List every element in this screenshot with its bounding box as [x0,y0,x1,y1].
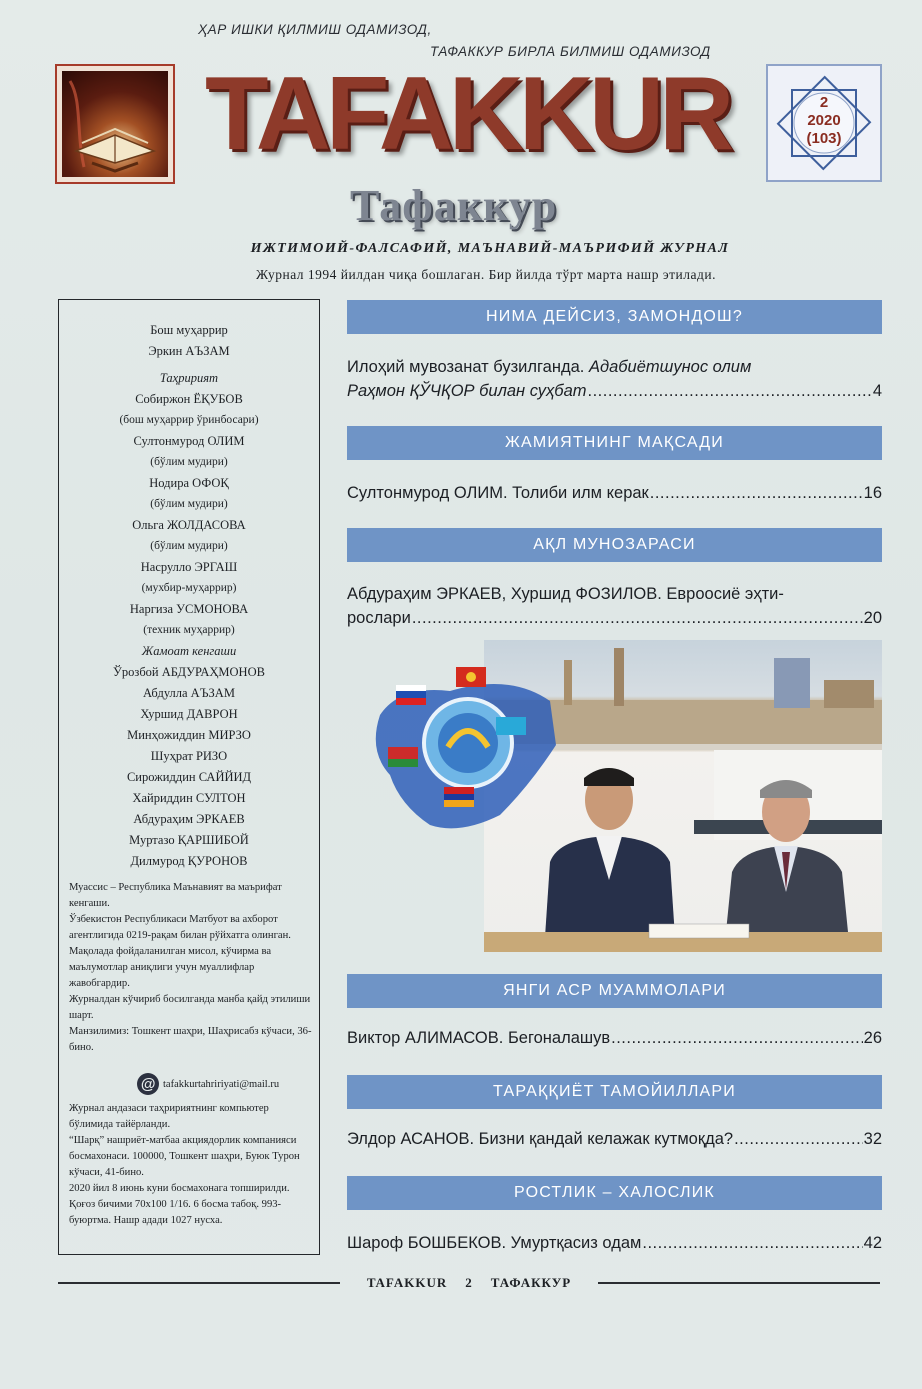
issue-badge [766,64,882,182]
imprint-note: Журналдан кўчириб босилганда манба қайд этилиши шарт. [69,994,311,1021]
epigraph-line-2: ТАФАККУР БИРЛА БИЛМИШ ОДАМИЗОД [430,44,711,59]
print-notes [69,1101,313,1229]
council-member: Муртазо ҚАРШИБОЙ [129,833,249,847]
toc-entry [347,1127,882,1151]
council-member: Хайриддин СУЛТОН [132,791,246,805]
toc-entry-text: Шароф БОШБЕКОВ. Умуртқасиз одам [347,1234,642,1252]
issue-year: 2020 [807,112,841,129]
masthead-cyrillic: Тафаккур [350,181,558,230]
toc-entry [347,355,882,403]
footer-rule-right [598,1282,880,1284]
editorial-role: (бўлим мудири) [150,498,228,510]
eurasia-map-graphic [360,655,560,845]
toc-entry-text: Султонмурод ОЛИМ. Толиби илм керак [347,484,649,502]
editorial-name: Собиржон ЁҚУБОВ [135,392,243,406]
footer-title-latin: TAFAKKUR [366,1275,448,1290]
editorial-name: Нодира ОФОҚ [149,476,229,490]
chief-editor-label: Бош муҳаррир [150,323,228,337]
footer-page-number: 2 [465,1275,473,1290]
cover-emblem-image [55,64,175,184]
imprint-note: Манзилимиз: Тошкент шаҳри, Шаҳрисабз кўчаси, 36-бино. [69,1026,312,1053]
section-bar: РОСТЛИК – ХАЛОСЛИК [347,1176,882,1210]
editorial-role: (бош муҳаррир ўринбосари) [119,414,259,426]
section-bar: ЯНГИ АСР МУАММОЛАРИ [347,974,882,1008]
editorial-name: Султонмурод ОЛИМ [133,434,245,448]
editorial-role: (мухбир-муҳаррир) [141,582,237,594]
council-member: Шуҳрат РИЗО [150,749,228,763]
toc-page-number: 20 [863,609,882,627]
editorial-name: Насрулло ЭРГАШ [140,560,238,574]
epigraph-line-1: ҲАР ИШКИ ҚИЛМИШ ОДАМИЗОД, [198,22,432,37]
email-row [137,1073,279,1095]
council-member: Хуршид ДАВРОН [140,707,238,721]
council-member: Абдулла АЪЗАМ [143,686,235,700]
editorial-role: (техник муҳаррир) [143,624,235,636]
journal-since-note: Журнал 1994 йилдан чиқа бошлаган. Бир йилда тўрт марта нашр этилади. [256,267,716,282]
imprint-notes [69,880,313,1056]
print-note: 2020 йил 8 июнь куни босмахонага топширилди. Қоғоз бичими 70х100 1/16. 6 босма табоқ. 993-буюртма. Нашр адади 1027 нусха. [69,1183,290,1226]
toc-entry [347,481,882,505]
toc-page-number: 42 [863,1234,882,1252]
toc-page-number: 4 [872,382,882,400]
imprint-note: Муассис – Республика Маънавият ва маърифат кенгаши. [69,882,282,909]
issue-total: (103) [806,130,842,147]
section-bar: НИМА ДЕЙСИЗ, ЗАМОНДОШ? [347,300,882,334]
chief-editor-name: Эркин АЪЗАМ [148,344,230,358]
toc-entry-text: Раҳмон ҚЎЧҚОР билан суҳбат [347,382,587,400]
imprint-box [58,299,320,1255]
council-label: Жамоат кенгаши [141,644,237,658]
toc-page-number: 16 [863,484,882,502]
imprint-note: Мақолада фойдаланилган мисол, кўчирма ва маълумотлар аниқлиги учун муаллифлар жавобгардир. [69,946,272,989]
print-note: “Шарқ” нашриёт-матбаа акциядорлик компанияси босмахонаси. 100000, Тошкент шаҳри, Буюк Турон кўчаси, 41-бино. [69,1135,300,1178]
toc-entry [347,1026,882,1050]
editorial-role: (бўлим мудири) [150,456,228,468]
email-address: tafakkurtahririyati@mail.ru [163,1078,280,1090]
toc-entry-text: Элдор АСАНОВ. Бизни қандай келажак кутмоқда? [347,1130,734,1148]
masthead-latin: TAFAKKUR [205,56,730,172]
council-member: Минҳожиддин МИРЗО [127,728,251,742]
council-member: Ўрозбой АБДУРАҲМОНОВ [113,665,265,679]
council-member: Сирожиддин САЙЙИД [126,770,252,784]
toc-entry-text: Адабиётшунос олим [588,358,752,376]
section-bar: ТАРАҚҚИЁТ ТАМОЙИЛЛАРИ [347,1075,882,1109]
toc-entry-text: Илоҳий мувозанат бузилганда. [347,358,589,376]
issue-number: 2 [819,94,829,111]
editorial-name: Ольга ЖОЛДАСОВА [132,518,246,532]
toc-entry [347,1231,882,1255]
editorial-name: Наргиза УСМОНОВА [129,602,249,616]
council-member: Дилмурод ҚУРОНОВ [130,854,248,868]
toc-entry-text: рослари [347,609,411,627]
footer-rule-left [58,1282,340,1284]
editorial-role: (бўлим мудири) [150,540,228,552]
imprint-note: Ўзбекистон Республикаси Матбуот ва ахборот агентлигида 0219-рақам билан рўйхатга олинган. [69,914,291,941]
toc-entry-text: Виктор АЛИМАСОВ. Бегоналашув [347,1029,611,1047]
journal-subtitle: ИЖТИМОИЙ-ФАЛСАФИЙ, МАЪНАВИЙ-МАЪРИФИЙ ЖУРНАЛ [250,241,730,256]
section-bar: ЖАМИЯТНИНГ МАҚСАДИ [347,426,882,460]
section-bar: АҚЛ МУНОЗАРАСИ [347,528,882,562]
footer-title-cyrillic: ТАФАККУР [490,1275,572,1290]
print-note: Журнал андазаси таҳририятнинг компьютер бўлимида тайёрланди. [69,1103,269,1130]
at-sign-icon: @ [137,1073,159,1095]
page-footer [340,1275,598,1291]
toc-entry [347,582,882,630]
toc-entry-text: Абдураҳим ЭРКАЕВ, Хуршид ФОЗИЛОВ. Евроосиё эҳти- [347,585,784,603]
toc-page-number: 26 [863,1029,882,1047]
staff-list [59,320,319,872]
council-member: Абдураҳим ЭРКАЕВ [133,812,245,826]
toc-page-number: 32 [863,1130,882,1148]
editorial-label: Таҳририят [159,371,219,385]
